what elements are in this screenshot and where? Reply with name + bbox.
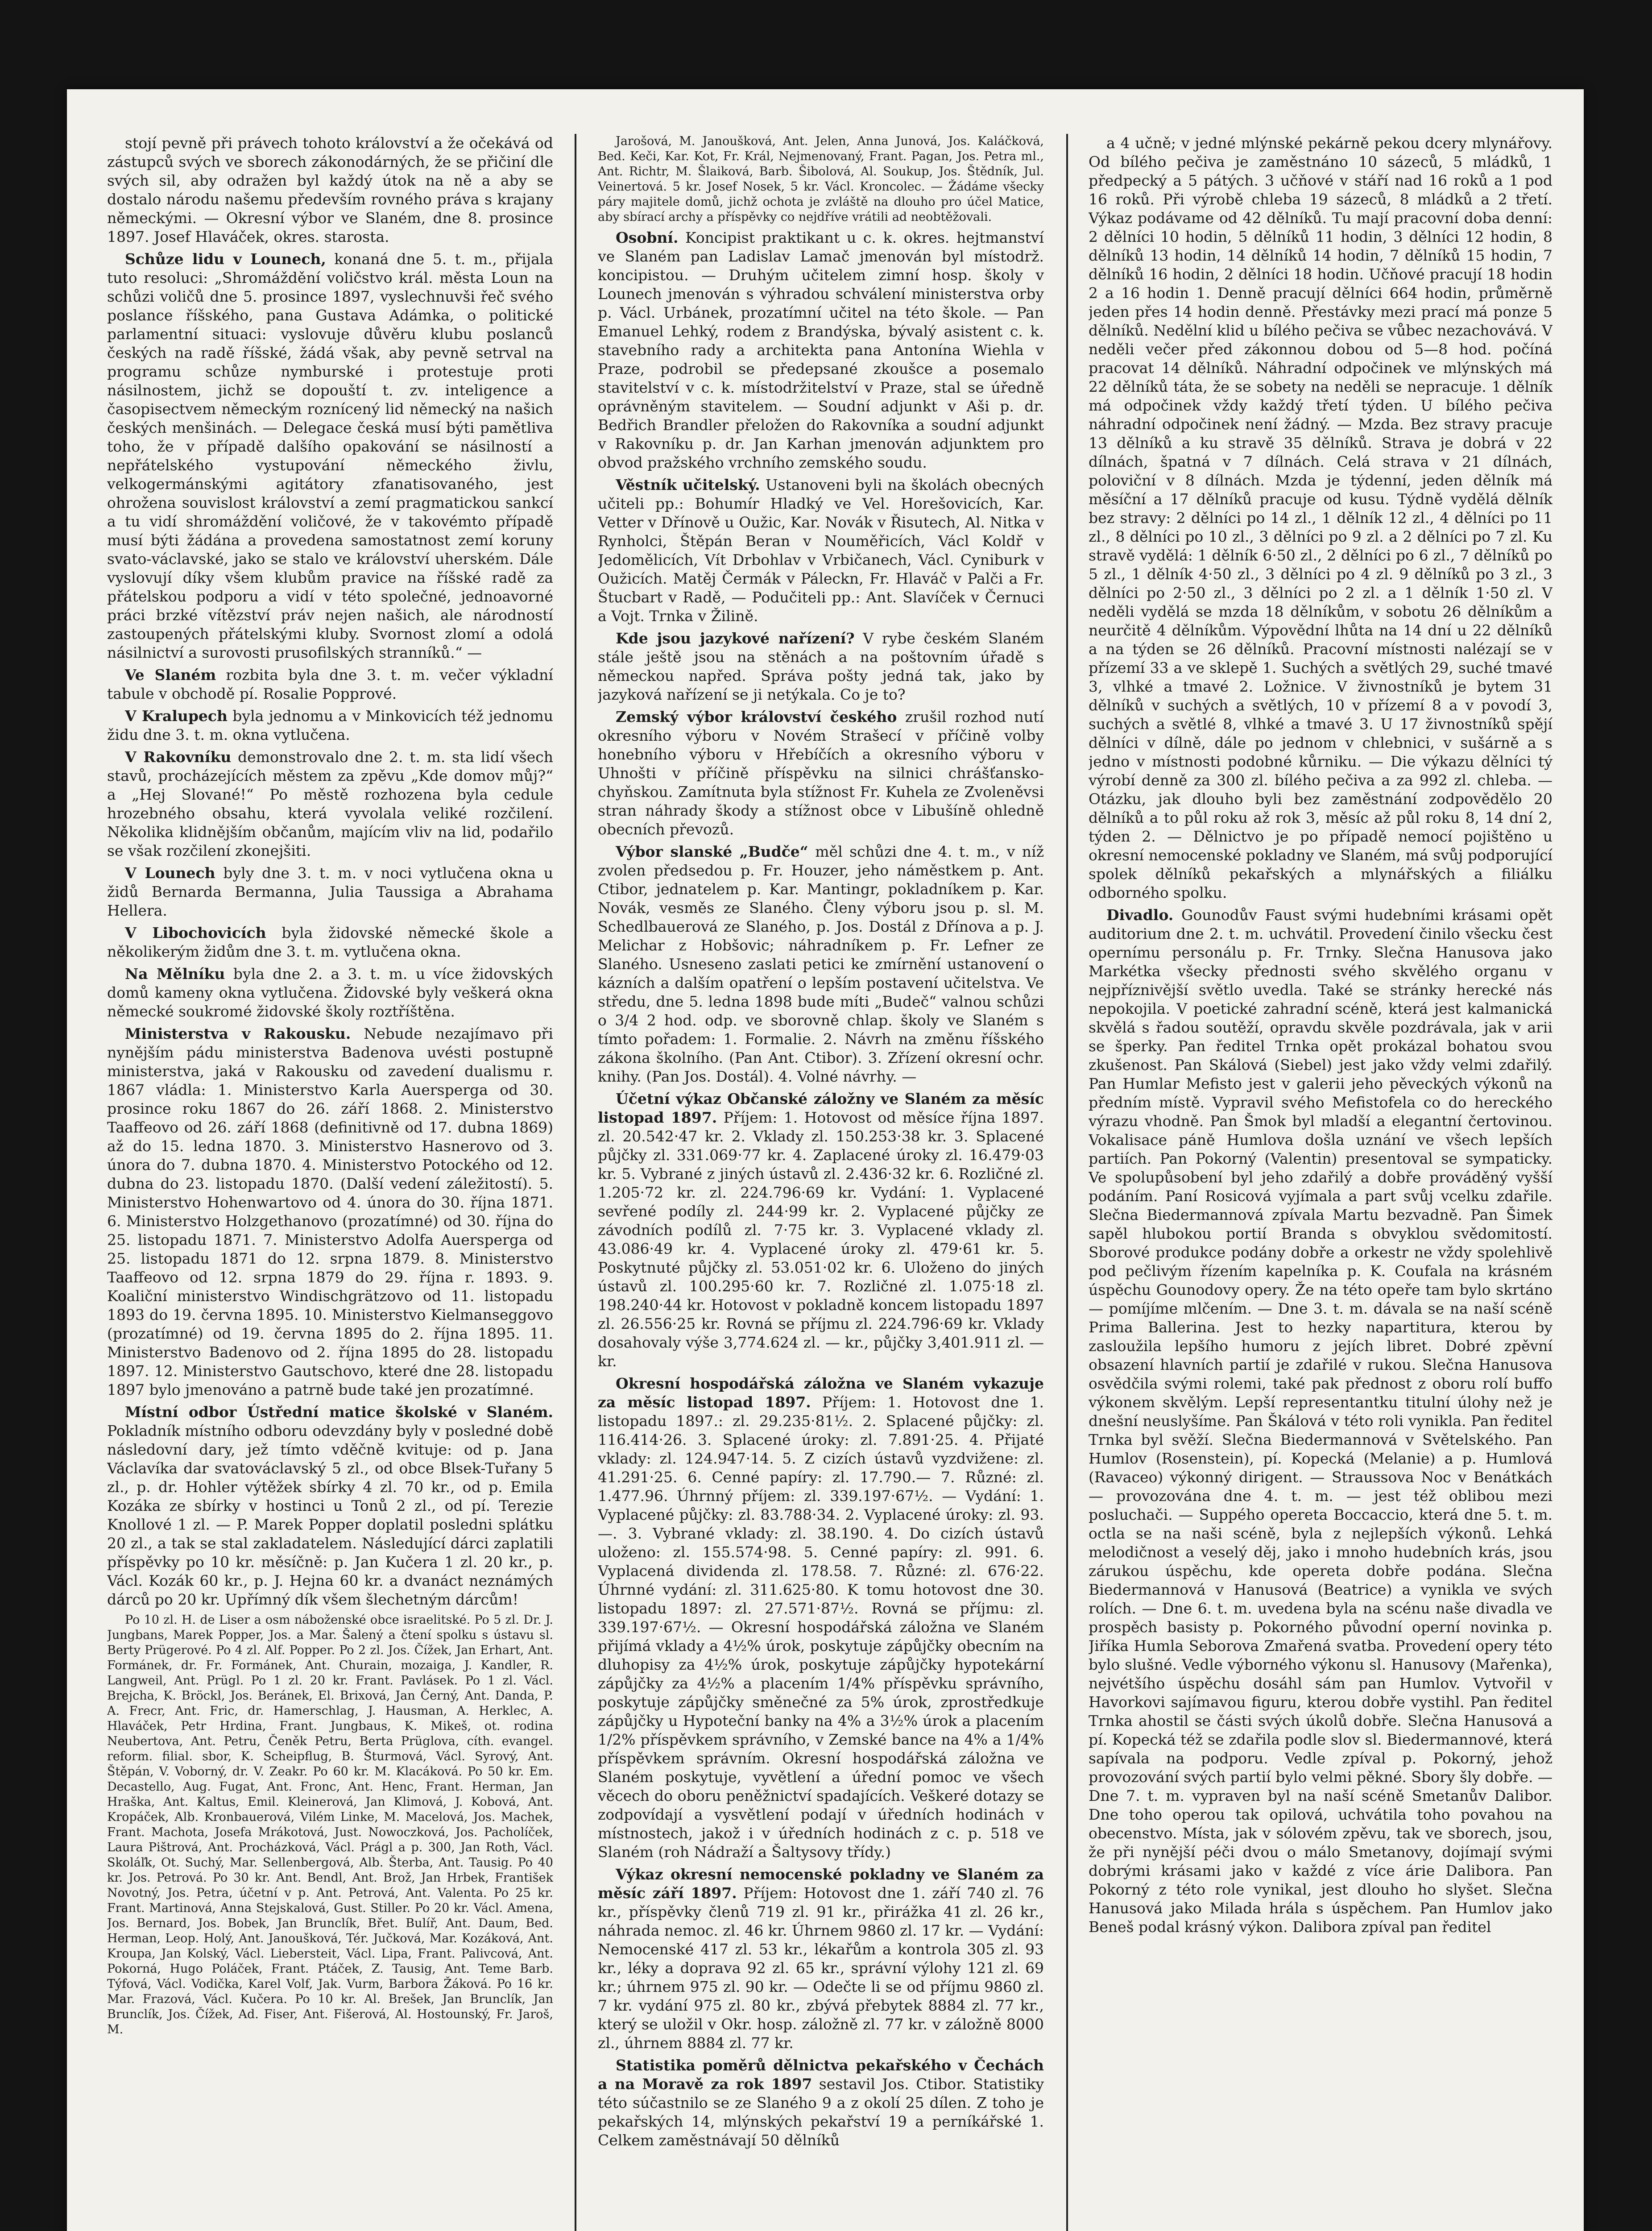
article-heading: Místní odbor Ústřední matice školské v Slaném.	[125, 1403, 553, 1421]
article-paragraph	[598, 228, 1044, 472]
article-text: zrušil rozhod nutí okresního výboru v Novém Strašecí v příčině volby honebního výboru v Hřebíčích a okresního výboru v Uhnošti v příčině příspěvku na silnici chrášťansko-chyňskou. Zamítnuta byla stížnost Fr. Kuhela ze Zvoleněvsi stran náhrady škody a stížnost obce v Libušíně ohledně obecních převozů.	[598, 708, 1044, 838]
column-rule	[1066, 134, 1068, 2231]
article-text: Gounodův Faust svými hudebními krásami opět auditorium dne 2. t. m. uchvátil. Provedení činilo všecku čest opernímu personálu p. Fr. Trnky. Slečna Hanusova jako Markétka všecky přednosti svého skvělého organu v nejpříznivější světlo uvedla. Také se stránky herecké nás nepokojila. V poetické zahradní scéně, která jest kalmanická skvělá s řadou soutěží, opravdu skvěle pozdrávala, jak v arii se šperky. Pan ředitel Trnka opět prokázal bohatou svou zkušenost. Pan Skálová (Siebel) jest jako vždy velmi zdařilý. Pan Humlar Mefisto jest v galerii jeho pěveckých výkonů na předním místě. Vypravil svého Mefistofela co do hereckého výrazu vhodně. Pan Šmok byl mladší a elegantní čertovinou. Vokalisace páně Humlova došla uznání ve všech lepších partiích. Pan Pokorný (Valentin) presentoval se sympaticky. Ve spolupůsobení byl jeho zdařilý a dobře prováděný vyšší podáním. Paní Rosicová vyjímala a part svůj vcelku zdařile. Slečna Biedermannová zpívala Martu bezvadně. Pan Šimek sapěl hlubokou portií Branda s obvyklou svědomitostí. Sborové produkce podány dobře a orkestr ne vždy spolehlivě pod pečlivým řízením kapelníka p. K. Coufala na krásném úspěchu Gounodovy opery. Že na této opeře tam bylo skrtáno — pomíjíme mlčením. — Dne 3. t. m. dávala se na naší scéně Prima Ballerina. Jest to hezky napartitura, kterou by zasloužila lepšího humoru z jejích libret. Dobré zpěvní obsazení hlavních partií je zdařilé v rukou. Slečna Hanusova osvědčila svými rolemi, také pak přednost z oboru rolí buffo výkonem skvělým. Lepší representantku titulní úlohy než je dnešní neuslyšíme. Pan Škálová v této roli vynikla. Pan ředitel Trnka byl svěží. Slečna Biedermannová v Světelského. Pan Humlov (Rosenstein), pí. Kopecká (Melanie) a p. Humlová (Ravaceo) výkonný dirigent. — Straussova Noc v Benátkách — provozována dne 4. t. m. — jest též oblibou mezi posluchači. — Suppého opereta Boccaccio, která dne 5. t. m. octla se na naši scéně, byla z nejlepších výkonů. Lehká melodičnost a veselý děj, jako i mnoho hudebních krás, jsou zárukou úspěchu, kde opereta dobře podána. Slečna Biedermannová v Hanusová (Beatrice) a vynikla ve svých rolích. — Dne 6. t. m. uvedena byla na scénu naše divadla ve prospěch basisty p. Pokorného původní operní novinka p. Jiříka Humla Seborova Zmařená svatba. Provedení opery této bylo slušné. Vedle výborného výkonu sl. Hanusovy (Mařenka), nejvétšího úspěchu dosáhl sám pan Humlov. Vytvořil v Havorkovi sajímavou figuru, kterou dobře vystihl. Pan ředitel Trnka ahostil se části svých úkolů dobře. Slečna Hanusová a pí. Kopecká též se zdařila podle slov sl. Biedermannové, která sapívala na podporu. Vedle zpíval p. Pokorný, jehož provozování svých partií bylo velmi pěkné. Sbory šly dobře. — Dne 7. t. m. vypraven byl na naší scéně Smetanův Dalibor. Dne toho operou tak opilová, uchvátila toho povahou na obecenstvo. Místa, jak v sólovém zpěvu, tak ve sborech, jsou, že při nynější péči dvou o málo Smetanovy, dojímají svými dobrými krásami jako v každé z více árie Dalibora. Pan Pokorný z této role vynikal, jest dlouho ho slyšet. Slečna Hanusová jako Milada hrála s úspěchem. Pan Humlov jako Beneš podal krásný výkon. Dalibora zpíval pan ředitel	[1089, 906, 1553, 1936]
article-text: měl schůzi dne 4. t. m., v níž zvolen předsedou p. Fr. Houzer, jeho náměstkem p. Ant. Ctibor, jednatelem p. Kar. Mantingr, pokladníkem p. Kar. Novák, vesměs ze Slaného. Členy výboru jsou p. sl. M. Schedlbauerová ze Slaného, p. Jos. Dostál z Dřínova a p. J. Melichar z Hobšovic; náhradníkem p. Fr. Lefner ze Slaného. Usneseno zaslati petici ke zmírnění ustanovení o kázních a dalším opatření o lepším postavení učitelstva. Ve středu, dne 5. ledna 1898 bude míti „Budeč“ valnou schůzi o 3/4 2 hod. odp. ve sborovně chlap. školy ve Slaném s tímto pořadem: 1. Formalie. 2. Návrh na změnu říšského zákona školního. (Pan Ant. Ctibor). 3. Zřízení okresní ochr. knihy. (Pan Jos. Dostál). 4. Volné návrhy. —	[598, 843, 1044, 1085]
article-paragraph	[598, 1090, 1044, 1371]
newspaper-page	[67, 89, 1584, 2231]
article-heading: Výbor slanské „Budče“	[616, 843, 808, 860]
article-text: byla jednomu a v Minkovicích též jednomu židu dne 3. t. m. okna vytlučena.	[107, 707, 553, 743]
article-paragraph	[598, 842, 1044, 1086]
article-heading: Výkaz okresní nemocenské pokladny ve Slaném za měsíc září 1897.	[598, 1866, 1044, 1902]
article-text: a 4 učně; v jedné mlýnské pekárně pekou dcery mlynářovy. Od bílého pečiva je zaměstnáno 10 sázeců, 5 mládků, 1 předpecký a 5 pátých. 3 učňové v stáří nad 16 roků a 1 pod 16 roků. Při výrobě chleba 19 sázeců, 8 mládků a 2 třetí. Výkaz podávame od 42 dělníků. Tu mají pracovní doba denní: 2 dělníci 10 hodin, 5 dělníků 11 hodin, 3 dělníci 12 hodin, 8 dělníků 13 hodin, 14 dělníků 14 hodin, 7 dělníků 15 hodin, 7 dělníků 16 hodin, 2 dělníci 18 hodin. Učňové pracují 18 hodin 2 a 16 hodin 1. Denně pracují dělníci 664 hodin, průměrně jeden přes 14 hodin denně. Přestávky mezi prací má ponze 5 dělníků. Nedělní klid u bílého pečiva se vůbec nezachovává. V neděli večer před zákonnou dobou od 5—8 hod. počíná pracovat 14 dělníků. Náhradní odpočinek ve mlýnských má 22 dělníků táta, že se sobety na neděli se nepracuje. 1 dělník má odpočinek vždy každý třetí týden. U bílého pečiva náhradní odpočinek není žádný. — Mzda. Bez stravy pracuje 13 dělníků a ku stravě 35 dělníků. Strava je dobrá v 22 dílnách, špatná v 7 dílnách. Celá strava v 21 dílnách, poloviční v 8 dílnách. Mzda je týdenní, jeden dělník má měsíční a 17 dělníků pracuje od kusu. Týdně vydělá dělník bez stravy: 2 dělníci po 14 zl., 1 dělník 12 zl., 4 dělníci po 11 zl., 8 dělníci po 10 zl., 3 dělníci po 9 zl. a 2 dělníci po 7 zl. Ku stravě vydělá: 1 dělník 6·50 zl., 2 dělníci po 6 zl., 7 dělníků po 5 zl., 1 dělník 4·50 zl., 3 dělníci po 4 zl. 9 dělníků po 3 zl., 3 dělníci po 2·50 zl., 3 dělníci po 2 zl. a 1 dělník 1·50 zl. V neděli vydělá se mzda 18 dělníkům, v sobotu 26 dělníkům a neurčitě 4 dělníkům. Výpovědní lhůta na 14 dní u 22 dělníků a na týden se 26 dělníků. Pracovní místnosti nalézají se v přízemí 33 a ve sklepě 1. Suchých a světlých 29, suché tmavé 3, vlhké a tmavé 2. Ložnice. V živnostníků je bytem 31 dělníků v suchých a světlých, 10 v přízemí 8 a v povodí 3, suchých a světlé 8, vlhké a tmavé 3. U 17 živnostníků spějí dělníci v dílně, dále po jednom v chlebnici, v sušárně a s jedno v místnosti podobné kůrniku. — Die výkazu dělníci tý výrobí denně za 300 zl. bílého pečiva a za 992 zl. chleba. — Otázku, jak dlouho byli bez zaměstnání zodpovědělo 20 dělníků a to půl roku až rok 3, měsíc až půl roku 8, 14 dní 2, týden 2. — Dělnictvo je po případě nemocí pojištěno u okresní nemocenské pokladny ve Slaném, má svůj podporující spolek dělníků pekařských a mlynářských a filiálku odborného spolku.	[1089, 134, 1553, 901]
article-heading: Kde jsou jazykové nařízení?	[616, 630, 855, 647]
article-heading: Statistika poměrů dělnictva pekařského v Čechách a na Moravě za rok 1897	[598, 2057, 1044, 2093]
article-paragraph	[598, 708, 1044, 839]
article-paragraph	[598, 1865, 1044, 2053]
article-heading: Účetní výkaz Občanské záložny ve Slaném za měsíc listopad 1897.	[598, 1090, 1044, 1126]
article-text: Koncipist praktikant u c. k. okres. hejtmanství ve Slaném pan Ladislav Lamač jmenován byl místodrž. koncipistou. — Druhým učitelem zimní hosp. školy v Lounech jmenován s výhradou schválení ministerstva orby p. Václ. Urbánek, prozatímní učitel na této škole. — Pan Emanuel Lehký, rodem z Brandýska, bývalý asistent c. k. stavebního rady a architekta pana Antonína Wiehla v Praze, podrobil se předepsané zkoušce a posemalo stavitelství v c. k. místodržitelství v Praze, stal se úředně oprávněným stavitelem. — Soudní adjunkt v Aši p. dr. Bedřich Brandler přeložen do Rakovníka a soudní adjunkt v Rakovníku p. dr. Jan Karhan jmenován adjunktem pro obvod pražského vrchního zemského soudu.	[598, 229, 1044, 471]
article-text: byla dne 2. a 3. t. m. u více židovských domů kameny okna vytlučena. Židovské byly veškerá okna německé soukromé židovské školy roztříštěna.	[107, 965, 553, 1020]
article-heading: Osobní.	[616, 229, 679, 246]
article-heading: Věstník učitelský.	[616, 476, 760, 493]
article-text: stojí pevně při právech tohoto království a že očekává od zástupců svých ve sborech zákonodárných, že se přičiní dle svých sil, aby odražen byl každý útok na ně a aby se dostalo národu našemu především rovného práva s krajany německými. — Okresní výbor ve Slaném, dne 8. prosince 1897. Josef Hlaváček, okres. starosta.	[107, 134, 553, 245]
article-text: Příjem: 1. Hotovost od měsíce října 1897. zl. 20.542·47 kr. 2. Vklady zl. 150.253·38 kr. 3. Splacené půjčky zl. 331.069·77 kr. 4. Zaplacené úroky zl. 16.479·03 kr. 5. Vybrané z jiných ústavů zl. 2.436·32 kr. 6. Rozličné zl. 1.205·72 kr. zl. 224.796·69 kr. Vydání: 1. Vyplacené sevřené podíly zl. 244·99 kr. 2. Vyplacené půjčky ze závodních podílů zl. 7·75 kr. 3. Vyplacené vklady zl. 43.086·49 kr. 4. Vyplacené úroky zl. 479·61 kr. 5. Poskytnuté půjčky zl. 53.051·02 kr. 6. Uloženo do jiných ústavů zl. 100.295·60 kr. 7. Rozličné zl. 1.075·18 zl. 198.240·44 kr. Hotovost v pokladně koncem listopadu 1897 zl. 26.556·25 kr. Rovná se příjmu zl. 224.796·69 kr. Vklady dosahovaly výše 3,774.624 zl. — kr., půjčky 3,401.911 zl. — kr.	[598, 1109, 1044, 1370]
donor-list: Jarošová, M. Janoušková, Ant. Jelen, Anna Junová, Jos. Kaláčková, Bed. Keči, Kar. Kot, Fr. Král, Nejmenovaný, Frant. Pagan, Jos. Petra ml., Ant. Richtr, M. Šlaiková, Barb. Šibolová, Al. Soukup, Jos. Štědník, Jul. Veinertová. 5 kr. Josef Nosek, 5 kr. Václ. Kroncolec. — Žádáme všecky páry majitele domů, jichž ochota je zvláště na dlouho pro účel Matice, aby sbírací archy a příspěvky co nejdříve vrátili ad neobtěžovali.	[598, 134, 1044, 224]
article-paragraph	[1089, 906, 1553, 1937]
article-heading: Schůze lidu v Lounech,	[125, 250, 326, 268]
article-text: konaná dne 5. t. m., přijala tuto resoluci: „Shromáždění voličstvo král. města Loun na schůzi voličů dne 5. prosince 1897, vyslechnuvši řeč svého poslance říšského, pana Gustava Adámka, o politické parlamentní situaci: vyslovuje důvěru klubu poslanců českých na radě říšské, žádá však, aby pevně setrval na programu schůze nymburské i protestuje proti násilnostem, jichž se dopouští t. zv. inteligence a časopisectvem německým roznícený lid německý na našich českých menšinách. — Delegace česká musí býti pamětliva toho, že v případě dalšího opakování se násilností a nepřátelského vystupování německého živlu, velkogermánskými agitátory zfanatisovaného, jest ohrožena souvislost království a zemí pragmatickou sankcí a tu vidí shromáždění voličové, že v takovémto případě musí býti žádána a provedena samostatnost zemí koruny svato-václavské, jako se stalo ve království uherském. Dále vyslovují díky všem klubům pravice na říšské radě za přátelskou podporu a vidí v této společné, jednoavorné práci brzké vítězství práv nejen našich, ale národností zastoupených přátelskými kluby. Svornost zlomí a odolá násilnictví a surovosti prusofilských stranníků.“ —	[107, 250, 553, 661]
article-text: Pokladník místního odboru odevzdány byly v posledné době následovní dary, jež tímto vděčně kvituje: od p. Jana Václavíka dar svatováclavský 5 zl., od obce Blsek-Tuřany 5 zl., p. dr. Hohler výtěžek sbírky 4 zl. 70 kr., od p. Emila Kozáka ze sbírky v hostinci u Tonů 2 zl., od pí. Terezie Knollové 1 zl. — P. Marek Popper doplatil posledni splátku 20 zl., a tak se stal zakladatelem. Následující dárci zaplatili příspěvky po 10 kr. měsíčně: p. Jan Kučera 1 zl. 20 kr., p. Václ. Kozák 60 kr., p. J. Hejna 60 kr. a dvanáct neznámých dárců po 20 kr. Upřímný dík všem šlechetným dárcům!	[107, 1422, 553, 1608]
article-paragraph	[598, 2056, 1044, 2150]
article-paragraph	[107, 965, 553, 1021]
article-heading: Ve Slaném	[125, 666, 216, 684]
article-text: byly dne 3. t. m. v noci vytlučena okna u židů Bernarda Bermanna, Julia Taussiga a Abrahama Hellera.	[107, 864, 553, 919]
article-text: V rybe českém Slaném stále ještě jsou na stěnách a na poštovním úřadě s německou napřed. Správa pošty jedná tak, jako by jazyková nařízení se ji netýkala. Co je to?	[598, 630, 1044, 703]
article-heading: Divadlo.	[1106, 906, 1174, 924]
column-right	[1089, 134, 1553, 2231]
article-paragraph	[598, 1374, 1044, 1862]
article-paragraph	[107, 707, 553, 744]
article-text: byla židovské německé škole a několikerým židům dne 3. t. m. vytlučena okna.	[107, 924, 553, 960]
article-text: Nebude nezajímavo při nynějším pádu ministerstva Badenova uvésti postupně ministerstva, jaká v Rakousku od zavedení dualismu r. 1867 vládla: 1. Ministerstvo Karla Auersperga od 30. prosince roku 1867 do 26. září 1868. 2. Ministerstvo Taaffeovo od 26. září 1868 (definitivně od 17. dubna 1869) až do 15. ledna 1870. 3. Ministerstvo Hasnerovo od 3. února do 7. dubna 1870. 4. Ministerstvo Potockého od 12. dubna do 23. listopadu 1870. (Další vedení záležitostí). 5. Ministerstvo Hohenwartovo od 4. února do 30. října 1871. 6. Ministerstvo Holzgethanovo (prozatímné) od 30. října do 25. listopadu 1871. 7. Ministerstvo Adolfa Auersperga od 25. listopadu 1871 do 12. srpna 1879. 8. Ministerstvo Taaffeovo od 12. srpna 1879 do 29. října r. 1893. 9. Koaliční ministerstvo Windischgrätzovo od 11. listopadu 1893 do 19. června 1895. 10. Ministerstvo Kielmanseggovo (prozatímné) od 19. června 1895 do 2. října 1895. 11. Ministerstvo Badenovo od 2. října 1895 do 28. listopadu 1897. 12. Ministerstvo Gautschovo, které dne 28. listopadu 1897 bylo jmenováno a patrně bude také jen prozatímné.	[107, 1025, 553, 1398]
donor-list: Po 10 zl. H. de Liser a osm náboženské obce israelitské. Po 5 zl. Dr. J. Jungbans, Marek Popper, Jos. a Mar. Šalený a čtení spolku s ústavu sl. Berty Prügerové. Po 4 zl. Alf. Popper. Po 2 zl. Jos. Čížek, Jan Erhart, Ant. Formánek, dr. Fr. Formánek, Ant. Churain, mozaiga, J. Kandler, R. Langweil, Ant. Prügl. Po 1 zl. 20 kr. Frant. Pavlásek. Po 1 zl. Václ. Brejcha, K. Bröckl, Jos. Beránek, El. Brixová, Jan Černý, Ant. Danda, P. A. Frecr, Ant. Fric, dr. Hamerschlag, J. Hausman, A. Herklec, A. Hlaváček, Petr Hrdina, Frant. Jungbaus, K. Mikeš, ot. rodina Neubertova, Ant. Petru, Čeněk Petru, Berta Prüglova, cíth. evangel. reform. filial. sbor, K. Scheipflug, B. Šturmová, Václ. Syrový, Ant. Štěpán, V. Voborný, dr. V. Zeakr. Po 60 kr. M. Klacáková. Po 50 kr. Em. Decastello, Aug. Fugat, Ant. Fronc, Ant. Henc, Frant. Herman, Jan Hraška, Ant. Kaltus, Emil. Kleinerová, Jan Klimová, J. Kobová, Ant. Kropáček, Alb. Kronbauerová, Vilém Linke, M. Macelová, Jos. Machek, Frant. Machota, Josefa Mrákotová, Just. Nowoczková, Jos. Pacholíček, Laura Pištrová, Ant. Procházková, Václ. Prágl a p. 300, Jan Roth, Václ. Skoláľk, Ot. Suchý, Mar. Sellenbergová, Alb. Šterba, Ant. Tausig. Po 40 kr. Jos. Petrová. Po 30 kr. Ant. Bendl, Ant. Brož, Jan Hrbek, František Novotný, Jos. Petra, účetní v p. Ant. Petrová, Ant. Valenta. Po 25 kr. Frant. Martinová, Anna Stejskalová, Gust. Stiller. Po 20 kr. Václ. Amena, Jos. Bernard, Jos. Bobek, Jan Brunclík, Břet. Bulíř, Ant. Daum, Bed. Herman, Leop. Holý, Ant. Janoušková, Tér. Jučková, Mar. Kozáková, Ant. Kroupa, Jan Kolský, Václ. Liebersteit, Václ. Lipa, Frant. Palivcová, Ant. Pokorná, Hugo Poláček, Frant. Ptáček, Z. Tausig, Ant. Teme Barb. Týfová, Václ. Vodička, Karel Volf, Jak. Vurm, Barbora Žáková. Po 16 kr. Mar. Frazová, Václ. Kučera. Po 10 kr. Al. Brešek, Jan Brunclík, Jan Brunclík, Jos. Čížek, Ad. Fiser, Ant. Fišerová, Al. Hostounský, Fr. Jaroš, M.	[107, 1613, 553, 2036]
article-paragraph	[107, 748, 553, 860]
article-paragraph	[598, 476, 1044, 626]
column-middle	[598, 134, 1044, 2231]
article-heading: Na Mělníku	[125, 965, 225, 983]
article-heading: V Lounech	[125, 864, 215, 882]
article-paragraph	[107, 250, 553, 662]
article-paragraph	[107, 666, 553, 703]
column-left	[107, 134, 553, 2231]
article-heading: V Rakovníku	[125, 748, 232, 766]
article-text: Ustanoveni byli na školách obecných učiteli pp.: Bohumír Hladký ve Vel. Horešovicích, Kar. Vetter v Dřínově u Oužic, Kar. Novák v Řisutech, Al. Nitka v Rynholci, Štěpán Beran v Nouměřicích, Václ Koldř v Jedomělicích, Vít Drbohlav v Vrbičanech, Václ. Cyniburk v Oužicích. Matěj Čermák v Páleckn, Fr. Hlaváč v Palči a Fr. Štucbart v Radě, — Podučiteli pp.: Ant. Slavíček v Černuci a Vojt. Trnka v Žilině.	[598, 476, 1044, 625]
article-paragraph	[107, 924, 553, 961]
article-heading: Okresní hospodářská záložna ve Slaném vykazuje za měsíc listopad 1897.	[598, 1375, 1044, 1411]
article-heading: Ministerstva v Rakousku.	[125, 1025, 351, 1042]
article-text: demonstrovalo dne 2. t. m. sta lidí všech stavů, procházejících městem za zpěvu „Kde domov můj?“ a „Hej Slované!“ Po městě rozhozena byla cedule hrozebného obsahu, která vyvolala veliké rozčilení. Několika klidnějším občanům, majícím vliv na lid, podařilo se však rozčilení zkonejšiti.	[107, 748, 553, 859]
article-text: rozbita byla dne 3. t. m. večer výkladní tabule v obchodě pí. Rosalie Popprové.	[107, 666, 553, 702]
article-heading: V Libochovicích	[125, 924, 266, 941]
article-heading: Zemský výbor království českého	[616, 708, 897, 726]
article-text: sestavil Jos. Ctibor. Statistiky této súčastnilo se ze Slaného 9 a z okolí 25 dílen. Z toho je pekařských 14, mlýnských pekařství 19 a perníkářské 1. Celkem zaměstnávají 50 dělníků	[598, 2075, 1044, 2149]
article-paragraph	[107, 864, 553, 920]
article-paragraph	[107, 1024, 553, 1399]
article-paragraph	[107, 1403, 553, 1609]
article-heading: V Kralupech	[125, 707, 228, 725]
article-text: Příjem: 1. Hotovost dne 1. listopadu 1897.: zl. 29.235·81½. 2. Splacené půjčky: zl. 116.414·26. 3. Splacené úroky: zl. 7.891·25. 4. Přijaté vklady: zl. 124.947·14. 5. Z cizích ústavů vyzdvižene: zl. 41.291·25. 6. Cenné papíry: zl. 17.790.— 7. Různé: zl. 1.477.96. Úhrnný příjem: zl. 339.197·67½. — Vydání: 1. Vyplacené půjčky: zl. 83.788·34. 2. Vyplacené úroky: zl. 93.—. 3. Vybrané vklady: zl. 38.190. 4. Do cizích ústavů uloženo: zl. 155.574·98. 5. Cenné papíry: zl. 991. 6. Vyplacená dividenda zl. 178.58. 7. Různé: zl. 676·22. Úhrnné vydání: zl. 311.625·80. K tomu hotovost dne 30. listopadu 1897: zl. 27.571·87½. Rovná se příjmu: zl. 339.197·67½. — Okresní hospodářská záložna ve Slaném přijímá vklady a 4½% úrok, poskytuje zápůjčky obecním na dluhopisy za 4½% úrok, poskytuje zápůjčky hypotekární zápůjčky za 4½% a placením 1/4% příspěvku správního, poskytuje zápůjčky směnečné za 5% úrok, zprostředkuje zápůjčky u Hypoteční banky na 4% a 3½% úrok a placením 1/2% příspěvkem správního, v Zemské bance na 4% a 1/4% příspěvkem správním. Okresní hospodářská záložna ve Slaném poskytuje, vyvětlení a úřední pomoc ve všech věcech do oboru peněžnictví spadajících. Veškeré dotazy se zodpovídají a vysvětlení podají v úředních hodinách v místnostech, jakož i v úředních hodinách z c. p. 518 ve Slaném (roh Nádraží a Šaltysovy třídy.)	[598, 1393, 1044, 1861]
article-paragraph	[598, 629, 1044, 704]
article-text: Příjem: Hotovost dne 1. září 740 zl. 76 kr., příspěvky členů 719 zl. 91 kr., přirážka 41 zl. 26 kr., náhrada nemoc. zl. 46 kr. Úhrnem 9860 zl. 17 kr. — Vydání: Nemocenské 417 zl. 53 kr., lékařům a kontrola 305 zl. 93 kr., léky a doprava 92 zl. 65 kr., správní výlohy 121 zl. 69 kr.; úhrnem 975 zl. 90 kr. — Odečte li se od příjmu 9860 zl. 7 kr. vydání 975 zl. 80 kr., zbývá přebytek 8884 zl. 77 kr., který se uložil v Okr. hosp. záložně zl. 77 kr. v záložně 8000 zl., úhrnem 8884 zl. 77 kr.	[598, 1884, 1044, 2052]
column-rule	[575, 134, 576, 2231]
